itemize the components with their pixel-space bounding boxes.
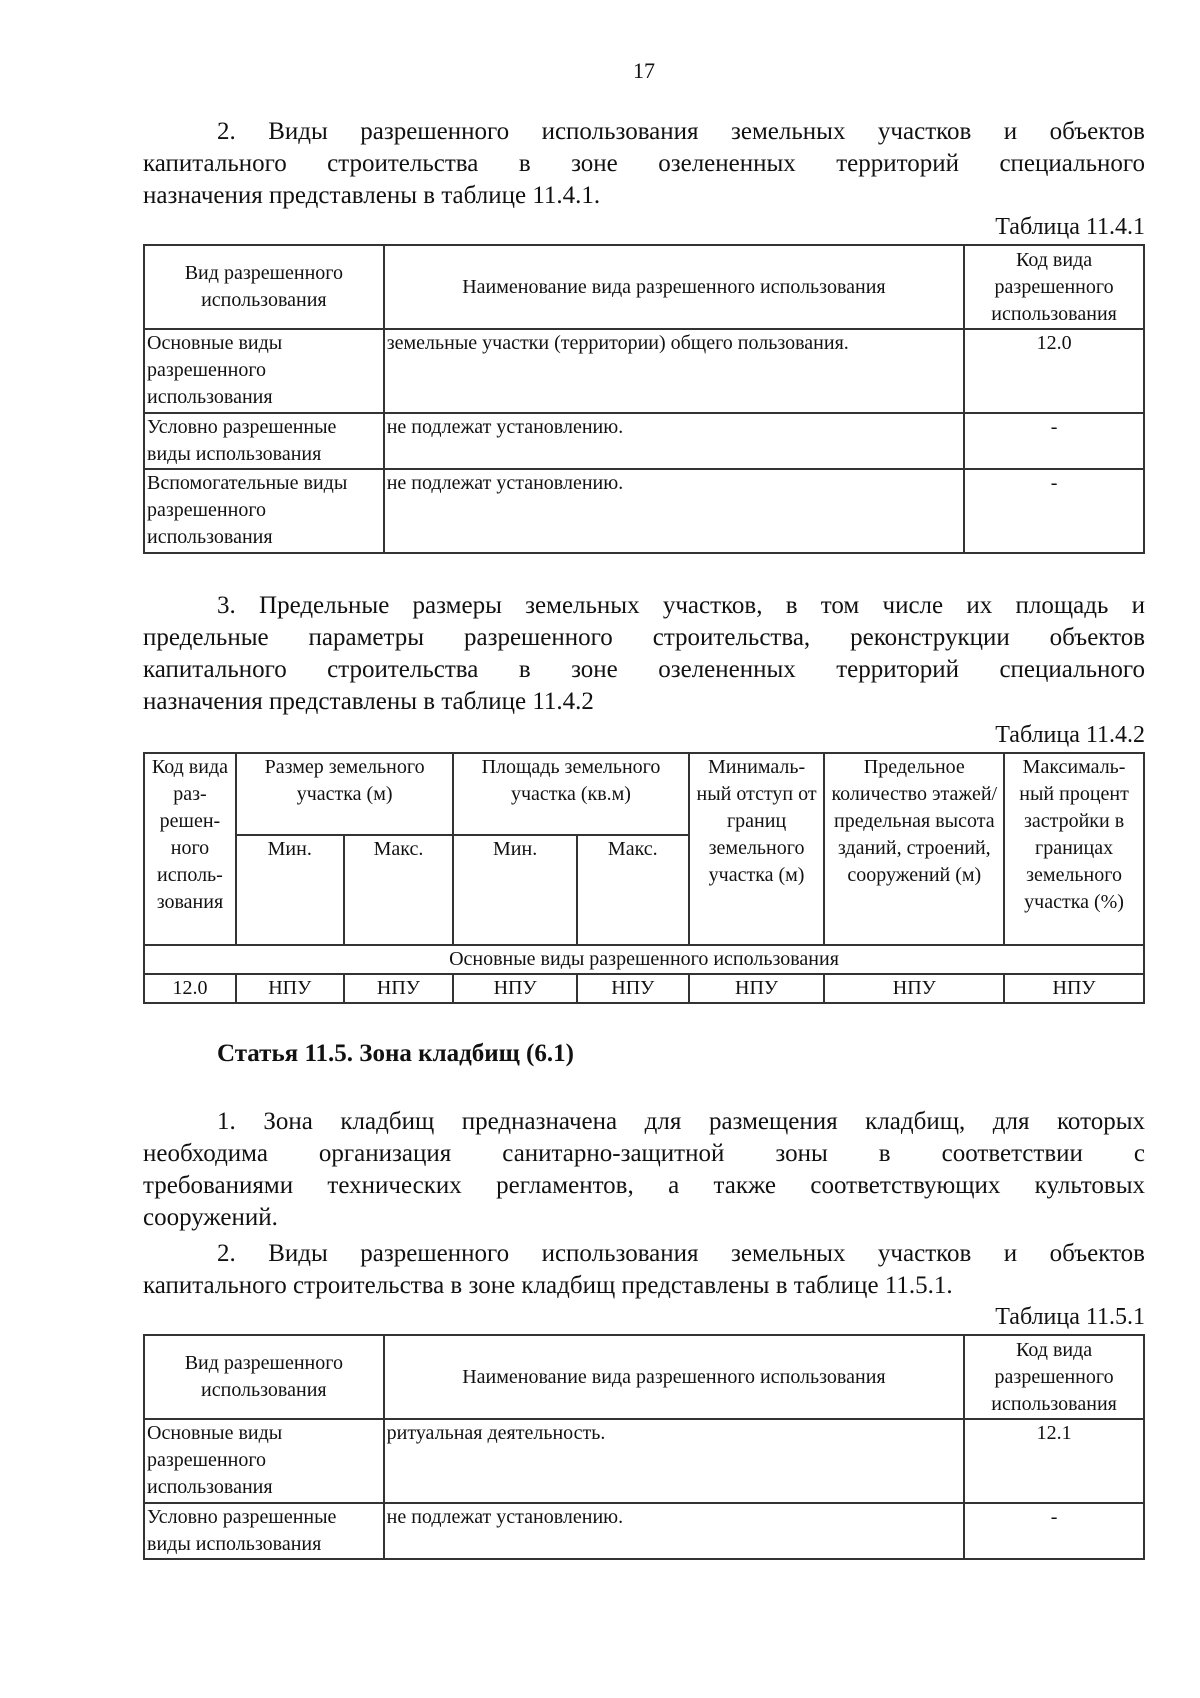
- table-row: [144, 1419, 1144, 1503]
- table-11-5-1: [143, 1334, 1145, 1560]
- header-percent: Максималь-ный процент застройки в границах земельного участка (%): [1004, 753, 1144, 945]
- paragraph-line: 3. Предельные размеры земельных участков, в том числе их площадь и: [217, 592, 1145, 619]
- cell-name: не подлежат установлению.: [384, 469, 964, 553]
- cell-type: Условно разрешенные виды использования: [144, 1503, 384, 1559]
- paragraph-line: капитального строительства в зоне кладбищ представлены в таблице 11.5.1.: [143, 1272, 953, 1299]
- cell-type: Вспомогательные виды разрешенного использования: [144, 469, 384, 553]
- subheader-size-min: Мин.: [236, 835, 344, 945]
- paragraph-3-limits: [143, 590, 1145, 718]
- paragraph-line: необходима организация санитарно-защитной зоны в соответствии с: [143, 1140, 1145, 1167]
- page-number: 17: [633, 58, 655, 83]
- paragraph-line: капитального строительства в зоне озелененных территорий специального: [143, 656, 1145, 683]
- header-size: Размер земельного участка (м): [236, 753, 453, 835]
- paragraph-line: капитального строительства в зоне озелененных территорий специального: [143, 150, 1145, 177]
- article-11-5-heading: Статья 11.5. Зона кладбищ (6.1): [217, 1040, 574, 1067]
- cell-min-offset: НПУ: [689, 974, 825, 1003]
- header-min-offset: Минималь-ный отступ от границ земельного участка (м): [689, 753, 825, 945]
- header-name: Наименование вида разрешенного использования: [384, 245, 964, 329]
- table-11-4-1-caption: Таблица 11.4.1: [995, 214, 1145, 240]
- header-area: Площадь земельного участка (кв.м): [453, 753, 688, 835]
- cell-type: Основные виды разрешенного использования: [144, 329, 384, 413]
- table-group-row: [144, 945, 1144, 974]
- cell-type: Основные виды разрешенного использования: [144, 1419, 384, 1503]
- paragraph-line: 2. Виды разрешенного использования земельных участков и объектов: [217, 1240, 1145, 1267]
- paragraph-line: предельные параметры разрешенного строительства, реконструкции объектов: [143, 624, 1145, 651]
- table-11-4-2-caption: Таблица 11.4.2: [995, 722, 1145, 748]
- header-code: Код вида разрешенного использования: [964, 1335, 1144, 1419]
- cell-floors: НПУ: [824, 974, 1004, 1003]
- table-row: [144, 1503, 1144, 1559]
- table-11-5-1-caption: Таблица 11.5.1: [995, 1304, 1145, 1330]
- subheader-area-max: Макс.: [577, 835, 689, 945]
- cell-code: 12.1: [964, 1419, 1144, 1503]
- header-code: Код вида раз-решен-ного исполь-зования: [144, 753, 236, 945]
- cell-type: Условно разрешенные виды использования: [144, 413, 384, 469]
- subheader-size-max: Макс.: [344, 835, 454, 945]
- table-11-4-1: [143, 244, 1145, 554]
- table-row: [144, 469, 1144, 553]
- paragraph-line: 1. Зона кладбищ предназначена для размещения кладбищ, для которых: [217, 1108, 1145, 1135]
- cell-area-max: НПУ: [577, 974, 689, 1003]
- paragraph-line: сооружений.: [143, 1204, 278, 1231]
- cell-area-min: НПУ: [453, 974, 577, 1003]
- table-row: [144, 413, 1144, 469]
- table-header-row: [144, 753, 1144, 835]
- table-row: [144, 974, 1144, 1003]
- paragraph-line: назначения представлены в таблице 11.4.1.: [143, 182, 601, 209]
- cell-name: земельные участки (территории) общего пользования.: [384, 329, 964, 413]
- cell-percent: НПУ: [1004, 974, 1144, 1003]
- paragraph-line: требованиями технических регламентов, а также соответствующих культовых: [143, 1172, 1145, 1199]
- table-header-row: [144, 245, 1144, 329]
- cell-code: -: [964, 469, 1144, 553]
- cell-code: -: [964, 1503, 1144, 1559]
- header-name: Наименование вида разрешенного использования: [384, 1335, 965, 1419]
- table-header-row: [144, 1335, 1144, 1419]
- cell-code: -: [964, 413, 1144, 469]
- cell-size-max: НПУ: [344, 974, 454, 1003]
- paragraph-line: назначения представлены в таблице 11.4.2: [143, 688, 594, 715]
- cell-name: не подлежат установлению.: [384, 1503, 965, 1559]
- article-11-5-paragraph-1: [143, 1106, 1145, 1234]
- cell-size-min: НПУ: [236, 974, 344, 1003]
- paragraph-line: 2. Виды разрешенного использования земельных участков и объектов: [217, 118, 1145, 145]
- table-row: [144, 329, 1144, 413]
- cell-name: ритуальная деятельность.: [384, 1419, 965, 1503]
- cell-code: 12.0: [144, 974, 236, 1003]
- group-label: Основные виды разрешенного использования: [144, 945, 1144, 974]
- header-floors: Предельное количество этажей/ предельная высота зданий, строений, сооружений (м): [824, 753, 1004, 945]
- header-code: Код вида разрешенного использования: [964, 245, 1144, 329]
- cell-code: 12.0: [964, 329, 1144, 413]
- cell-name: не подлежат установлению.: [384, 413, 964, 469]
- paragraph-2-types: [143, 116, 1145, 212]
- subheader-area-min: Мин.: [453, 835, 577, 945]
- article-11-5-paragraph-2: [143, 1238, 1145, 1302]
- table-11-4-2: [143, 752, 1145, 1004]
- header-type: Вид разрешенного использования: [144, 1335, 384, 1419]
- header-type: Вид разрешенного использования: [144, 245, 384, 329]
